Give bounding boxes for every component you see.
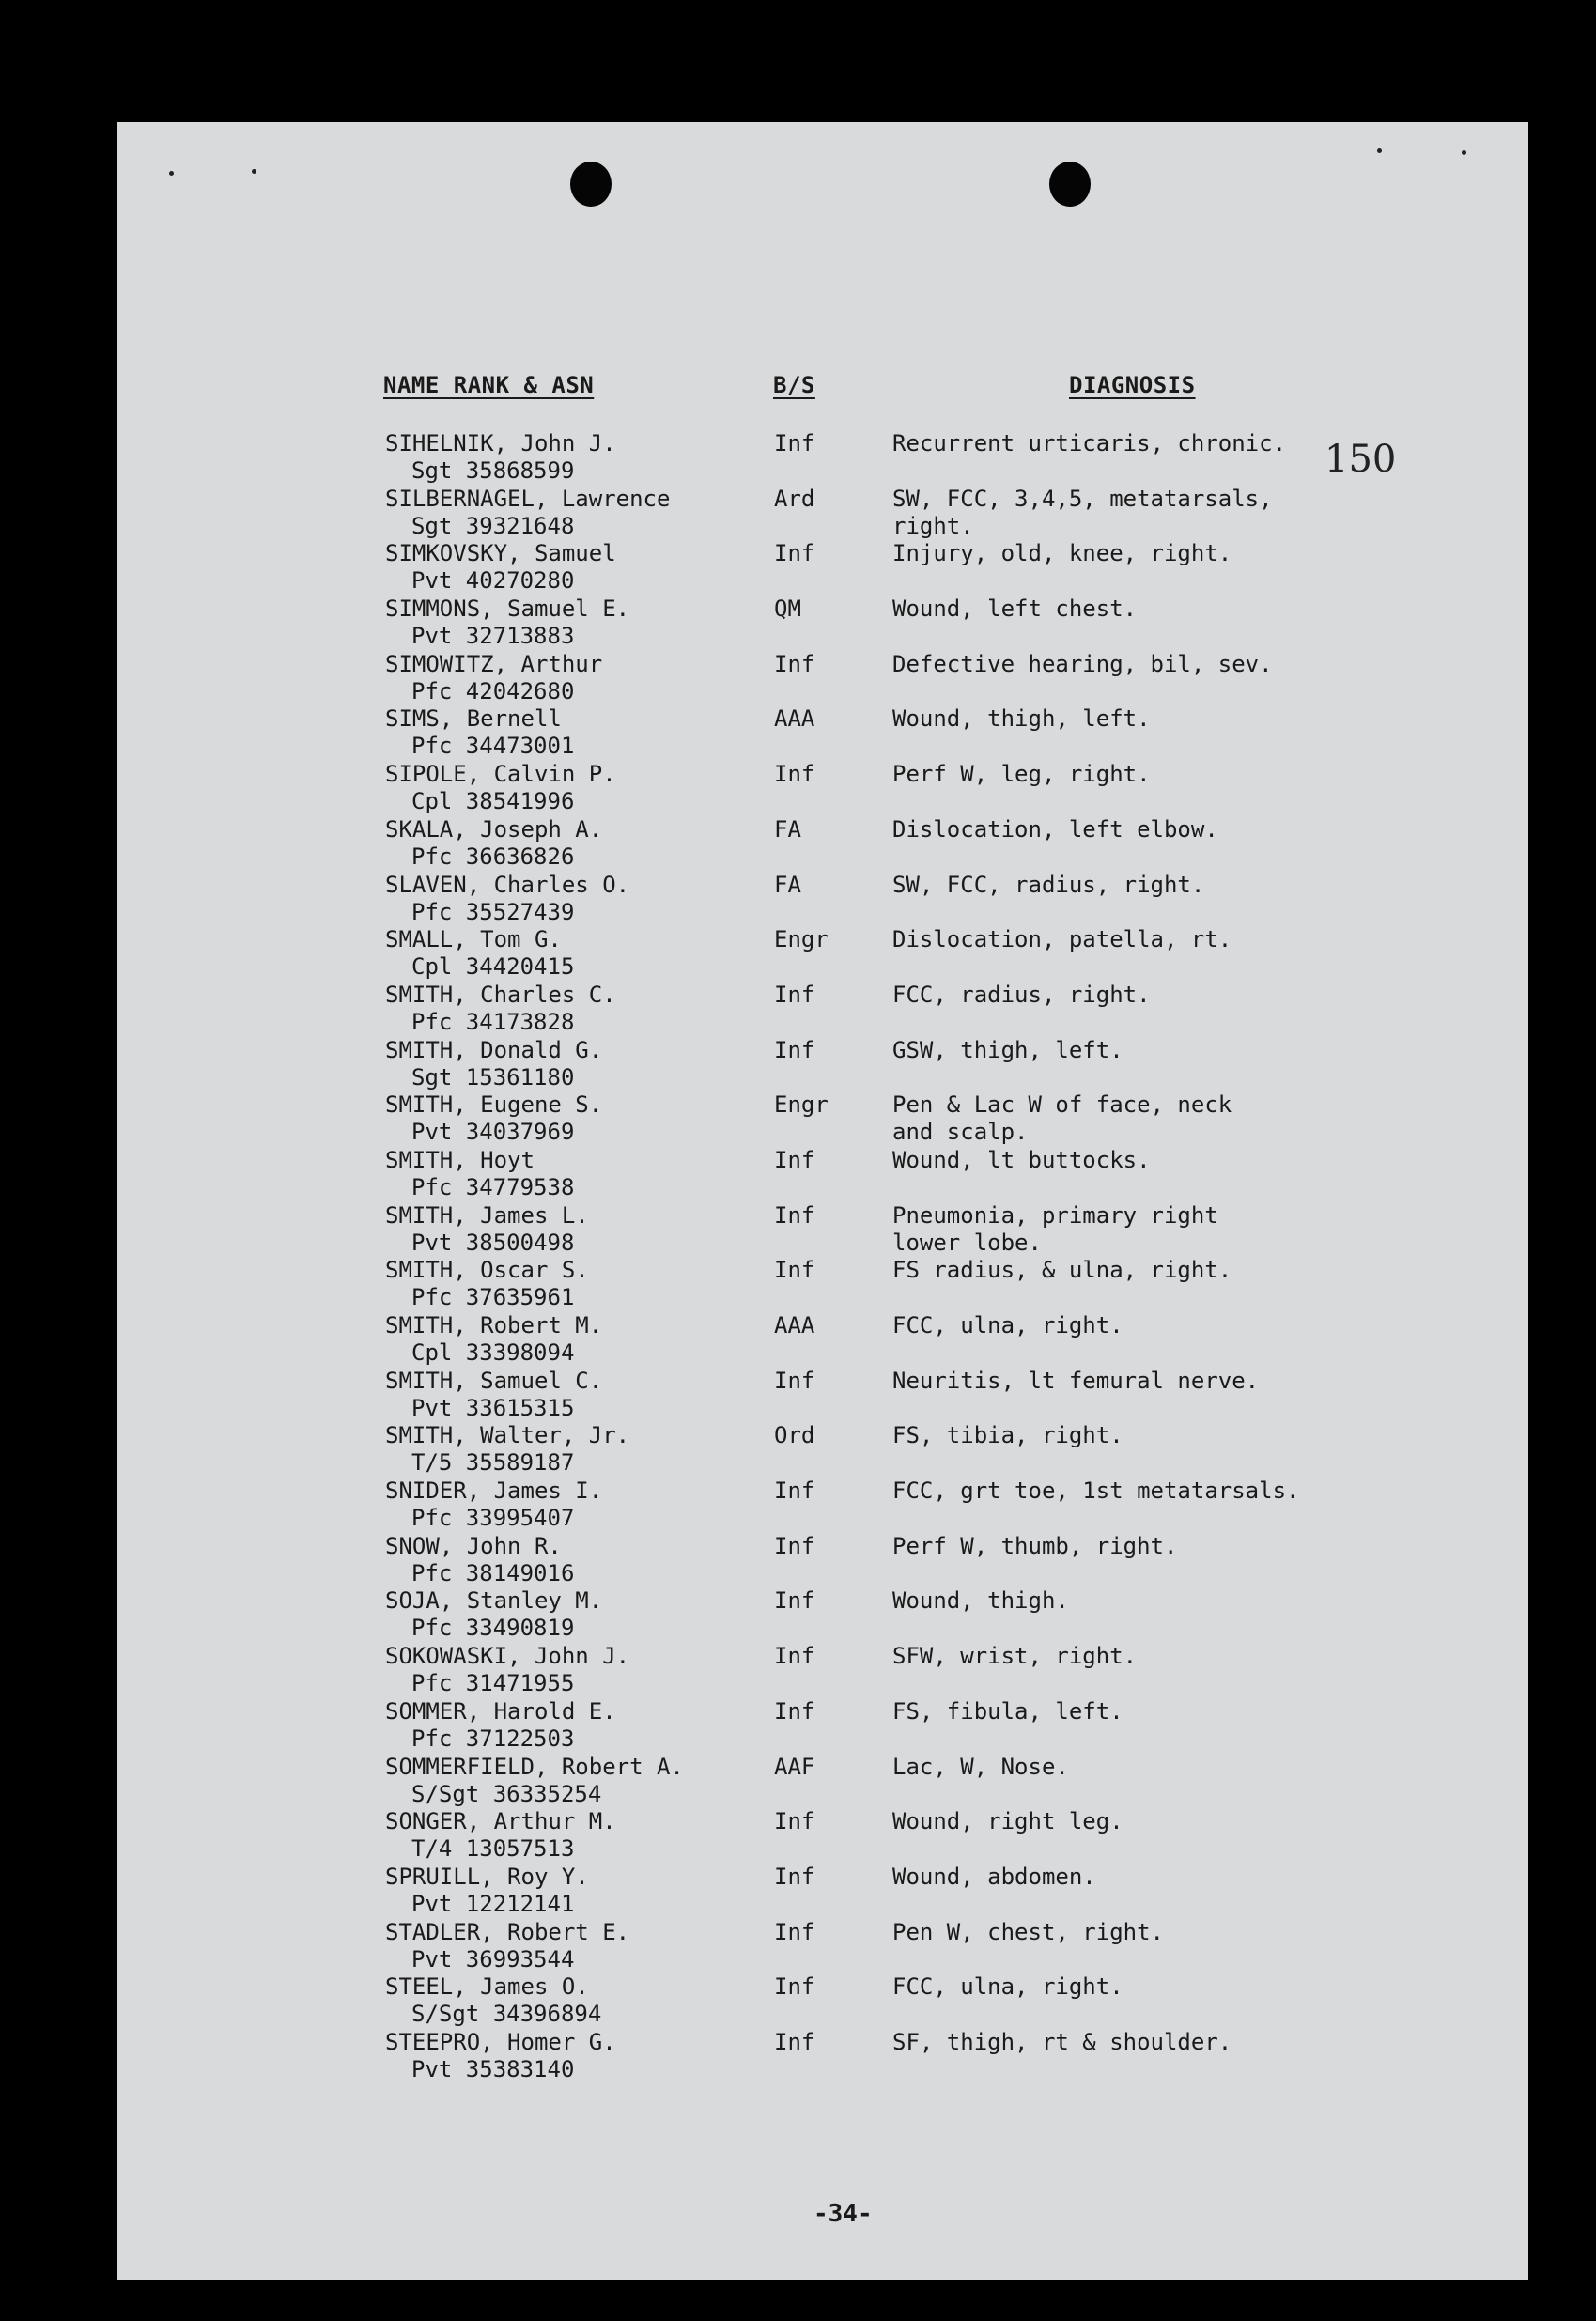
entry-diagnosis: Perf W, leg, right. [892,761,1151,788]
list-item [0,596,1596,651]
entry-diagnosis: FS, tibia, right. [892,1422,1123,1449]
entry-name: SONGER, Arthur M. [385,1808,616,1835]
list-item [0,1422,1596,1478]
entry-rank-asn: Pfc 37635961 [411,1284,575,1311]
list-item [0,2029,1596,2084]
entry-diagnosis: Pen W, chest, right. [892,1918,1164,1945]
entry-rank-asn: S/Sgt 36335254 [411,1780,602,1807]
entry-rank-asn: Pvt 36993544 [411,1945,575,1973]
entry-diagnosis: FCC, radius, right. [892,981,1151,1008]
entry-rank-asn: Pfc 31471955 [411,1670,575,1697]
header-branch: B/S [773,372,815,398]
entry-branch: Inf [774,1808,815,1835]
entry-name: SIMOWITZ, Arthur [385,650,603,677]
list-item [0,1091,1596,1147]
entry-name: SOKOWASKI, John J. [385,1643,630,1670]
entry-branch: FA [774,815,801,843]
entry-name: SIMS, Bernell [385,705,562,733]
entry-branch: Inf [774,981,815,1008]
list-item [0,1864,1596,1919]
entry-name: STADLER, Robert E. [385,1918,630,1945]
entry-name: SIMKOVSKY, Samuel [385,540,616,567]
list-item [0,1257,1596,1312]
entry-branch: Engr [774,926,829,953]
entry-branch: Inf [774,1973,815,2001]
entry-name: SKALA, Joseph A. [385,815,603,843]
entry-diagnosis: Dislocation, patella, rt. [892,926,1232,953]
entry-name: SMITH, Eugene S. [385,1091,603,1119]
list-item [0,1478,1596,1533]
entry-diagnosis: Wound, thigh, left. [892,705,1151,733]
list-item [0,982,1596,1037]
entry-diagnosis: Wound, abdomen. [892,1863,1096,1890]
entry-diagnosis: Lac, W, Nose. [892,1753,1069,1780]
entry-diagnosis: Wound, right leg. [892,1808,1123,1835]
entry-name: STEEL, James O. [385,1973,589,2001]
entry-branch: Inf [774,1587,815,1615]
page-number: 150 [1325,438,1397,481]
entry-name: SIHELNIK, John J. [385,430,616,456]
entry-diagnosis: FS, fibula, left. [892,1697,1123,1725]
entry-branch: Inf [774,1146,815,1173]
list-item [0,1587,1596,1643]
entry-rank-asn: Pfc 38149016 [411,1559,575,1586]
entry-name: SMITH, Samuel C. [385,1367,603,1394]
entry-branch: Inf [774,650,815,677]
entry-rank-asn: Pfc 33995407 [411,1505,575,1532]
entry-branch: Inf [774,1036,815,1063]
entry-branch: Inf [774,2028,815,2055]
entry-diagnosis: Wound, left chest. [892,596,1138,623]
entry-rank-asn: Pvt 32713883 [411,623,575,650]
list-item [0,430,1596,486]
entry-name: SIMMONS, Samuel E. [385,596,630,623]
entry-name: SILBERNAGEL, Lawrence [385,485,671,512]
list-item [0,1368,1596,1423]
list-item [0,1312,1596,1368]
speck [252,169,256,174]
entry-rank-asn: Sgt 39321648 [411,512,575,539]
entry-diagnosis: Dislocation, left elbow. [892,815,1218,843]
entry-diagnosis: Perf W, thumb, right. [892,1532,1178,1559]
header-name-rank-asn: NAME RANK & ASN [383,372,595,398]
entry-rank-asn: Pfc 34779538 [411,1173,575,1200]
entry-name: SMITH, Donald G. [385,1036,603,1063]
entry-diagnosis: Pneumonia, primary right lower lobe. [892,1201,1218,1256]
entry-rank-asn: Sgt 15361180 [411,1063,575,1091]
entry-diagnosis: SF, thigh, rt & shoulder. [892,2028,1232,2055]
entry-branch: Inf [774,761,815,788]
entry-rank-asn: Pfc 34173828 [411,1008,575,1035]
entry-rank-asn: Pfc 37122503 [411,1725,575,1752]
entry-branch: AAF [774,1753,815,1780]
entry-rank-asn: Pfc 36636826 [411,843,575,870]
entry-name: SMITH, Hoyt [385,1146,535,1173]
entry-rank-asn: Pvt 38500498 [411,1229,575,1256]
entry-rank-asn: Sgt 35868599 [411,457,575,484]
entry-diagnosis: Neuritis, lt femural nerve. [892,1367,1260,1394]
entry-rank-asn: Pvt 40270280 [411,567,575,595]
entry-diagnosis: Defective hearing, bil, sev. [892,650,1273,677]
list-item [0,1202,1596,1258]
entry-name: SMITH, Charles C. [385,981,616,1008]
entry-diagnosis: SW, FCC, radius, right. [892,871,1205,898]
entry-rank-asn: Pvt 12212141 [411,1890,575,1917]
list-item [0,1147,1596,1202]
entry-branch: Inf [774,1201,815,1229]
entry-branch: Inf [774,1697,815,1725]
list-item [0,1754,1596,1809]
list-item [0,1973,1596,2029]
entry-rank-asn: T/4 13057513 [411,1835,575,1863]
entry-diagnosis: FS radius, & ulna, right. [892,1257,1232,1284]
list-item [0,816,1596,872]
speck [169,171,174,176]
list-item [0,872,1596,927]
entry-name: SMITH, James L. [385,1201,589,1229]
entry-rank-asn: Pfc 34473001 [411,733,575,760]
entry-name: SNIDER, James I. [385,1478,603,1505]
entry-list [0,430,1596,2084]
entry-diagnosis: FCC, grt toe, 1st metatarsals. [892,1478,1300,1505]
list-item [0,1698,1596,1754]
entry-branch: Inf [774,1367,815,1394]
list-item [0,486,1596,541]
entry-branch: Inf [774,1643,815,1670]
entry-name: SLAVEN, Charles O. [385,871,630,898]
list-item [0,761,1596,816]
entry-rank-asn: Pfc 33490819 [411,1615,575,1642]
list-item [0,705,1596,761]
entry-diagnosis: Pen & Lac W of face, neck and scalp. [892,1091,1232,1146]
header-diagnosis: DIAGNOSIS [1069,372,1196,398]
entry-rank-asn: Cpl 33398094 [411,1339,575,1366]
entry-rank-asn: Cpl 38541996 [411,788,575,815]
entry-rank-asn: Pvt 33615315 [411,1394,575,1421]
entry-diagnosis: Recurrent urticaris, chronic. [892,430,1287,456]
punch-hole-left [570,162,612,207]
entry-branch: Ord [774,1422,815,1449]
entry-branch: Inf [774,1532,815,1559]
entry-rank-asn: Pvt 35383140 [411,2055,575,2082]
speck [1377,148,1382,153]
list-item [0,1643,1596,1698]
entry-name: SOMMERFIELD, Robert A. [385,1753,684,1780]
entry-name: STEEPRO, Homer G. [385,2028,616,2055]
entry-diagnosis: SW, FCC, 3,4,5, metatarsals, right. [892,485,1273,539]
entry-diagnosis: GSW, thigh, left. [892,1036,1123,1063]
entry-rank-asn: Pvt 34037969 [411,1119,575,1146]
entry-branch: Inf [774,1478,815,1505]
footer-page-number: -34- [813,2200,873,2228]
entry-name: SPRUILL, Roy Y. [385,1863,589,1890]
entry-rank-asn: Pfc 42042680 [411,677,575,704]
list-item [0,540,1596,596]
entry-diagnosis: Wound, lt buttocks. [892,1146,1151,1173]
entry-branch: Inf [774,430,815,456]
list-item [0,651,1596,706]
entry-rank-asn: Cpl 34420415 [411,953,575,981]
entry-name: SNOW, John R. [385,1532,562,1559]
entry-branch: AAA [774,705,815,733]
entry-branch: QM [774,596,801,623]
entry-name: SOJA, Stanley M. [385,1587,603,1615]
speck [1462,150,1466,155]
entry-name: SMALL, Tom G. [385,926,562,953]
entry-rank-asn: Pfc 35527439 [411,898,575,925]
entry-rank-asn: T/5 35589187 [411,1449,575,1477]
entry-name: SMITH, Robert M. [385,1312,603,1338]
entry-name: SOMMER, Harold E. [385,1697,616,1725]
entry-diagnosis: Wound, thigh. [892,1587,1069,1615]
entry-branch: Inf [774,1257,815,1284]
entry-rank-asn: S/Sgt 34396894 [411,2001,602,2028]
entry-name: SIPOLE, Calvin P. [385,761,616,788]
list-item [0,926,1596,982]
entry-branch: FA [774,871,801,898]
entry-name: SMITH, Oscar S. [385,1257,589,1284]
list-item [0,1808,1596,1864]
list-item [0,1533,1596,1588]
entry-name: SMITH, Walter, Jr. [385,1422,630,1449]
entry-branch: Inf [774,1863,815,1890]
entry-branch: AAA [774,1312,815,1338]
entry-diagnosis: Injury, old, knee, right. [892,540,1232,567]
entry-branch: Inf [774,1918,815,1945]
list-item [0,1037,1596,1092]
entry-branch: Engr [774,1091,829,1119]
entry-branch: Ard [774,485,815,512]
entry-diagnosis: FCC, ulna, right. [892,1312,1123,1338]
list-item [0,1919,1596,1974]
entry-branch: Inf [774,540,815,567]
entry-diagnosis: FCC, ulna, right. [892,1973,1123,2001]
punch-hole-right [1049,162,1091,207]
entry-diagnosis: SFW, wrist, right. [892,1643,1138,1670]
